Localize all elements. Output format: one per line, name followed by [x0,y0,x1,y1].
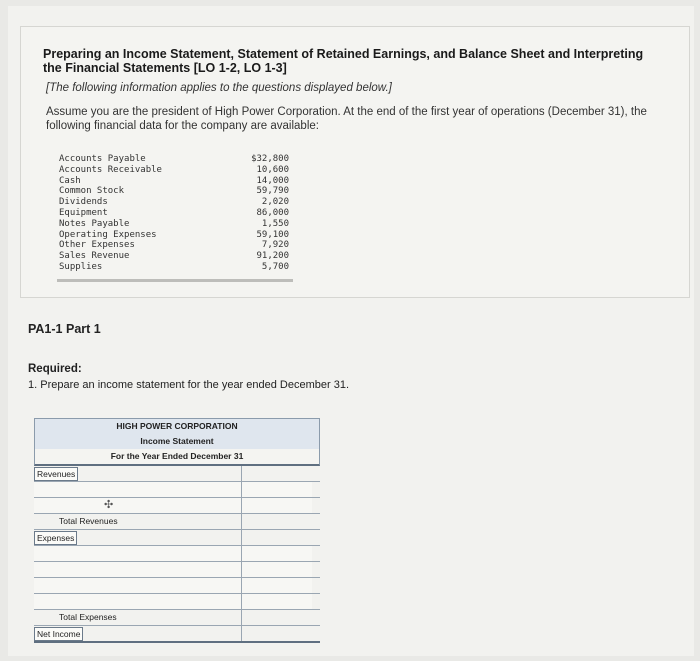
statement-period: For the Year Ended December 31 [34,449,320,466]
data-row [59,219,289,230]
account-amount: $32,800 [251,154,289,164]
total-expenses-input[interactable] [242,610,312,625]
question-text: 1. Prepare an income statement for the year ended December 31. [28,379,350,391]
expense-account-input[interactable] [34,578,242,593]
expense-amount-input[interactable] [242,546,312,561]
required-heading: Required: [28,363,82,375]
account-amount: 1,550 [261,218,289,229]
total-expenses-row [34,610,320,626]
data-row [59,251,289,262]
expense-row-1 [34,546,320,562]
revenue-account-input[interactable] [34,498,242,513]
data-row [59,154,289,165]
total-expenses-label: Total Expenses [59,612,117,622]
page [8,6,694,656]
account-name: Equipment [59,207,108,218]
revenue-row-2 [34,498,320,514]
income-statement-form [34,418,320,643]
data-row [59,230,289,241]
expense-row-3 [34,578,320,594]
revenues-label: Revenues [34,467,78,481]
expense-account-input[interactable] [34,594,242,609]
account-name: Cash [59,175,81,186]
total-revenues-input[interactable] [242,514,312,529]
account-amount: 10,600 [256,164,289,175]
account-amount: 14,000 [256,175,289,186]
account-amount: 91,200 [256,251,289,262]
revenues-header-row [34,466,320,482]
revenue-amount-input[interactable] [242,498,312,513]
data-row [59,165,289,176]
data-row [59,262,289,273]
account-amount: 2,020 [261,197,289,208]
net-income-label: Net Income [34,627,83,641]
expense-row-2 [34,562,320,578]
account-name: Dividends [59,197,108,208]
problem-card [20,26,690,298]
move-cursor-icon: ✣ [104,499,114,511]
account-name: Supplies [59,261,103,272]
expenses-header-row [34,530,320,546]
net-income-input[interactable] [242,626,312,641]
problem-title: Preparing an Income Statement, Statement of Retained Earnings, and Balance Sheet and Interpreting the Financial Statements [LO 1-2, LO 1-3] [43,47,644,75]
account-name: Accounts Receivable [59,164,162,175]
intro-note: [The following information applies to the questions displayed below.] [46,82,392,94]
account-name: Notes Payable [59,218,130,229]
account-amount: 59,100 [256,229,289,240]
account-amount: 86,000 [256,207,289,218]
data-row [59,208,289,219]
expenses-label: Expenses [34,531,77,545]
total-revenues-row [34,514,320,530]
total-revenues-label: Total Revenues [59,516,118,526]
statement-company: HIGH POWER CORPORATION [34,418,320,434]
account-name: Sales Revenue [59,251,130,262]
data-row [59,176,289,187]
data-row [59,240,289,251]
revenue-amount-input[interactable] [242,482,312,497]
expense-account-input[interactable] [34,546,242,561]
expense-amount-input[interactable] [242,562,312,577]
account-name: Other Expenses [59,240,135,251]
account-name: Common Stock [59,186,125,197]
financial-data-table [59,154,289,273]
statement-name: Income Statement [34,434,320,449]
account-amount: 5,700 [261,261,289,272]
account-name: Accounts Payable [59,154,146,164]
expense-amount-input[interactable] [242,594,312,609]
net-income-row [34,626,320,643]
data-divider [57,279,293,282]
part-heading: PA1-1 Part 1 [28,322,101,336]
expense-row-4 [34,594,320,610]
data-row [59,197,289,208]
expense-account-input[interactable] [34,562,242,577]
account-amount: 7,920 [261,240,289,251]
account-name: Operating Expenses [59,229,157,240]
revenue-account-input[interactable] [34,482,242,497]
problem-prompt: Assume you are the president of High Power Corporation. At the end of the first year of operations (December 31), the following financial data for the company are available: [46,106,647,132]
account-amount: 59,790 [256,186,289,197]
expense-amount-input[interactable] [242,578,312,593]
revenue-row-1 [34,482,320,498]
data-row [59,186,289,197]
